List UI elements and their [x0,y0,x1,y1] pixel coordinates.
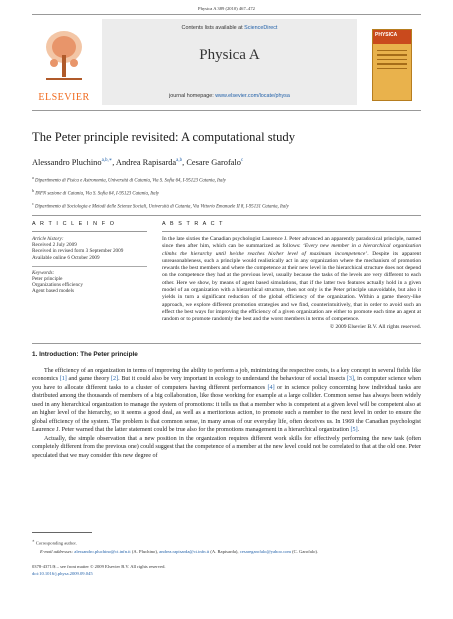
abstract-heading: A B S T R A C T [162,221,225,227]
citation-link[interactable]: [4] [267,384,275,391]
journal-reference: Physica A 389 (2010) 467–472 [198,6,255,11]
divider [32,231,147,232]
homepage-prefix: journal homepage: [169,93,216,99]
email-link[interactable]: andrea.rapisarda@ct.infn.it [159,548,210,554]
keyword: Organizations efficiency [32,282,83,289]
elsevier-tree-icon [42,27,86,83]
author-sup[interactable]: a,b,∗ [101,158,113,163]
author-list: Alessandro Pluchino$^{a,b,∗}$, Andrea Rapisarda$^{a,b}$, Cesare Garofalo$^c$ [32,157,244,167]
section-body [32,367,421,460]
affiliation-sup: b [32,188,34,194]
affiliation [32,186,432,199]
divider [162,231,421,232]
footnote-mark: ∗ [32,539,35,543]
email-link[interactable]: alessandro.pluchino@ct.infn.it [74,548,131,554]
homepage-line [102,93,357,99]
citation-link[interactable]: [2] [111,376,119,383]
abstract-quote: ‘Every new member in a hierarchical organization climbs the hierarchy until he/she reaches his/her level of maximum incompetence’ [162,243,421,257]
article-info-heading: A R T I C L E I N F O [32,221,116,227]
keyword: Peter principle [32,276,63,283]
article-info [32,236,147,295]
affiliation-sup: a [32,175,34,180]
paragraph-text: . [357,427,360,434]
abstract-text: . Despite its apparent unreasonableness, such a principle would realistically act in any organization where the mechanism of promotion rewards the best members and where the competence at their new level in the hierarchical structure does not depend on the competence they had at the previous level, usually because the tasks of the levels are very different to each other. Here we show, by means of agent based simulations, that if the latter two features actually hold in a given model of an organization with a hierarchical structure, then not only is the Peter principle unavoidable, but also it yields in turn a significant reduction of the global efficiency of the organization. Within a game theory-like approach, we explore different promotion strategies and we find, counterintuitively, that in order to avoid such an effect the best ways for improving the efficiency of a given organization are either to promote each time an agent at random or to promote randomly the best and the worst members in terms of competence. [162,250,421,323]
divider [32,343,421,344]
corresponding-author-note [32,537,432,548]
affiliation-text: Dipartimento di Fisica e Astronomia, Università di Catania, Via S. Sofia 64, I-95123 Catania, Italy [34,178,226,184]
affiliation-text: INFN sezione di Catania, Via S. Sofia 64, I-95123 Catania, Italy [35,191,160,197]
citation-link[interactable]: [5] [350,427,358,434]
doi-link[interactable]: doi:10.1016/j.physa.2009.09.045 [32,571,93,576]
email-owner: (C. Garofalo). [291,548,319,554]
author-sup[interactable]: a,b [176,158,183,163]
journal-homepage-link[interactable]: www.elsevier.com/locate/physa [215,93,290,99]
elsevier-logo [32,19,96,105]
author-name: Cesare Garofalo [186,157,241,167]
keyword: Agent based models [32,288,75,295]
email-label: E-mail addresses: [40,548,74,554]
cover-image [372,29,412,101]
contents-line [102,25,357,31]
citation-link[interactable]: [1] [59,376,67,383]
article-title: The Peter principle revisited: A computational study [32,130,296,144]
paragraph-text: or in science policy concerning how individual tasks are distributed among the thousands of members of a big collaboration, like those working for example at a large collider. Common sense has always been widely used in any hierarchical organization to manage the system of promotions: it tells us that a member who is competent at a given level will be competent also at an higher level of the hierarchy, so it seems a good deal, as well as a meritorious action, to promote such a member to the next level in order to ensure the global efficiency of the system. The problem is that common sense, in many areas of our everyday life, often deceives us. In 1969 the Canadian psychologist Laurence J. Peter warned that the latter statement could be true also for the promotions management in a hierarchical organization [32,384,421,434]
banner-center [102,19,357,105]
paragraph-text: . But it could also be very important in ecology to understand the behaviour of social insects [118,376,347,383]
affiliation [32,199,432,212]
author-sup[interactable]: c [240,158,244,163]
paragraph-text: and game theory [66,376,112,383]
paragraph-text: The efficiency of an organization in terms of improving the ability to perform a job, minimizing the respective costs, is a key concept in several fields like economics [32,368,421,383]
affiliation [32,173,432,186]
section-heading: 1. Introduction: The Peter principle [32,351,138,358]
history-label: Article history: [32,236,64,242]
citation-link[interactable]: [3] [346,376,354,383]
footnote-divider [32,532,92,533]
author-name: Andrea Rapisarda [115,157,177,167]
author-name: Alessandro Pluchino [32,157,102,167]
history-item: Available online 6 October 2009 [32,254,100,261]
divider [32,215,421,216]
email-link[interactable]: cesaregarofalo@yahoo.com [239,548,291,554]
email-owner: (A. Rapisarda), [209,548,240,554]
history-item: Received 2 July 2009 [32,242,77,249]
email-line [32,548,432,556]
divider [32,266,147,267]
journal-banner [32,14,421,111]
journal-title: Physica A [199,47,260,63]
footnote [32,537,432,556]
abstract-body [162,236,421,331]
abstract-text: In the late sixties the Canadian psychologist Laurence J. Peter advanced an apparently paradoxical principle, named since then after him, which can be summarized as follows: [162,236,421,250]
keywords-label: Keywords: [32,269,55,276]
paragraph [32,367,421,435]
journal-cover [370,19,410,105]
contents-prefix: Contents lists available at [181,25,245,31]
paragraph: Actually, the simple observation that a new position in the organization requires different work skills for effectively performing the new task (often completely different from the previous one) could suggest that the competence of a member at the new level could not be correlated to that at the old one. Peter speculated that we may consider this new degree of [32,435,421,459]
issn-line: 0378-4371/$ – see front matter © 2009 Elsevier B.V. All rights reserved. [32,564,166,569]
copyright-notice: © 2009 Elsevier B.V. All rights reserved. [329,323,421,330]
affiliation-sup: c [32,201,34,207]
footnote-text: Corresponding author. [35,540,77,546]
paragraph-text: , in computer science when you have to allocate different tasks to a cluster of computers having different performances [32,376,422,391]
publisher-name: ELSEVIER [38,92,90,103]
affiliations [32,173,432,212]
email-owner: (A. Pluchino), [130,548,160,554]
affiliation-text: Dipartimento di Sociologia e Metodi delle Scienze Sociali, Università di Catania, Via Vittorio Emanuele II 8, I-95131 Catania, Italy [34,204,289,210]
issn-block [32,563,166,577]
cover-title: PHYSICA [375,32,398,38]
cover-lines [377,50,407,72]
sciencedirect-link[interactable]: ScienceDirect [244,25,278,31]
history-item: Received in revised form 3 September 2009 [32,248,124,255]
